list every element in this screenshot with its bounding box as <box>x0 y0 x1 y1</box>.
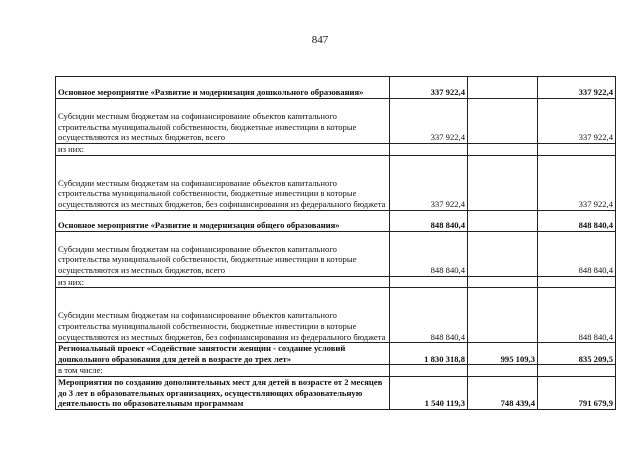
amount-v3: 835 209,5 <box>538 343 616 365</box>
table-row <box>56 210 616 231</box>
row-description: из них: <box>56 276 390 288</box>
table-row <box>56 144 616 156</box>
table-row <box>56 276 616 288</box>
amount-v3 <box>538 276 616 288</box>
row-description: Субсидии местным бюджетам на софинансирование объектов капитального строительства муниципальной собственности, бюджетные инвестиции в которые осуществляются из местных бюджетов, без софинансирования из федерального бюджета <box>56 155 390 210</box>
amount-v1: 337 922,4 <box>390 99 468 144</box>
amount-v1: 848 840,4 <box>390 231 468 276</box>
amount-v2: 748 439,4 <box>468 376 538 409</box>
amount-v2 <box>468 99 538 144</box>
amount-v3: 848 840,4 <box>538 210 616 231</box>
amount-v2 <box>468 210 538 231</box>
amount-v3: 337 922,4 <box>538 77 616 99</box>
budget-table <box>55 76 616 410</box>
table-row <box>56 288 616 343</box>
amount-v2 <box>468 276 538 288</box>
amount-v2: 995 109,3 <box>468 343 538 365</box>
amount-v1 <box>390 276 468 288</box>
row-description: Основное мероприятие «Развитие и модернизация общего образования» <box>56 210 390 231</box>
amount-v1: 1 830 318,8 <box>390 343 468 365</box>
row-description: Региональный проект «Содействие занятости женщин - создание условий дошкольного образования для детей в возрасте до трех лет» <box>56 343 390 365</box>
amount-v2 <box>468 365 538 377</box>
amount-v1 <box>390 365 468 377</box>
amount-v2 <box>468 231 538 276</box>
amount-v3: 791 679,9 <box>538 376 616 409</box>
amount-v3: 848 840,4 <box>538 231 616 276</box>
amount-v3 <box>538 365 616 377</box>
amount-v2 <box>468 144 538 156</box>
amount-v1: 848 840,4 <box>390 210 468 231</box>
table-row <box>56 343 616 365</box>
amount-v1: 337 922,4 <box>390 155 468 210</box>
table-row <box>56 155 616 210</box>
row-description: Мероприятия по созданию дополнительных мест для детей в возрасте от 2 месяцев до 3 лет в образовательных организациях, осуществляющих образовательную деятельность по образовательным программам <box>56 376 390 409</box>
row-description: Субсидии местным бюджетам на софинансирование объектов капитального строительства муниципальной собственности, бюджетные инвестиции в которые осуществляются из местных бюджетов, всего <box>56 231 390 276</box>
row-description: из них: <box>56 144 390 156</box>
table-row <box>56 376 616 409</box>
amount-v2 <box>468 288 538 343</box>
amount-v2 <box>468 77 538 99</box>
amount-v2 <box>468 155 538 210</box>
amount-v1 <box>390 144 468 156</box>
table-row <box>56 365 616 377</box>
amount-v1: 1 540 119,3 <box>390 376 468 409</box>
amount-v1: 337 922,4 <box>390 77 468 99</box>
row-description: Субсидии местным бюджетам на софинансирование объектов капитального строительства муниципальной собственности, бюджетные инвестиции в которые осуществляются из местных бюджетов, без софинансирования из федерального бюджета <box>56 288 390 343</box>
row-description: в том числе: <box>56 365 390 377</box>
amount-v3: 337 922,4 <box>538 155 616 210</box>
table-row <box>56 99 616 144</box>
table-row <box>56 77 616 99</box>
row-description: Субсидии местным бюджетам на софинансирование объектов капитального строительства муниципальной собственности, бюджетные инвестиции в которые осуществляются из местных бюджетов, всего <box>56 99 390 144</box>
amount-v3 <box>538 144 616 156</box>
page-number: 847 <box>311 34 329 46</box>
amount-v3: 848 840,4 <box>538 288 616 343</box>
amount-v3: 337 922,4 <box>538 99 616 144</box>
amount-v1: 848 840,4 <box>390 288 468 343</box>
table-row <box>56 231 616 276</box>
row-description: Основное мероприятие «Развитие и модернизация дошкольного образования» <box>56 77 390 99</box>
